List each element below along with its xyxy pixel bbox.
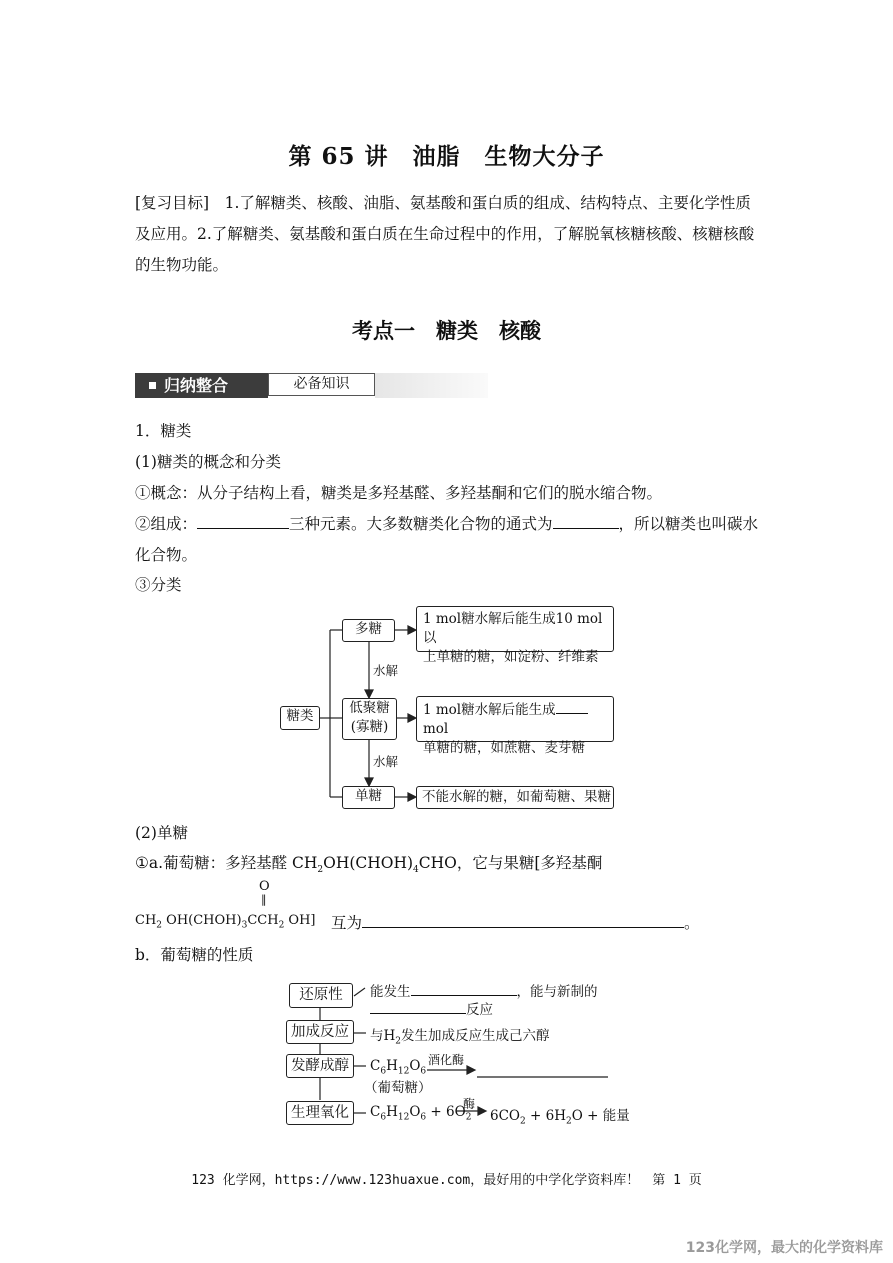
oligo-desc-line: 单糖的糖，如蔗糖、麦芽糖	[423, 740, 585, 756]
oligo-desc-text: 1 mol糖水解后能生成	[423, 702, 556, 718]
node-monosaccharide: 单糖	[342, 786, 395, 809]
classification-label: ③分类	[135, 576, 182, 594]
reduce-line-2	[370, 998, 493, 1018]
heading-sugars: 1．糖类	[135, 422, 192, 440]
bio-oxidation-equation	[370, 1104, 471, 1123]
subscript: 6	[420, 1066, 427, 1077]
glucose-text: ①a.葡萄糖：多羟基醛 CH	[135, 854, 318, 872]
bio-oxidation-products	[490, 1104, 630, 1127]
concept-text: ①概念：从分子结构上看，糖类是多羟基醛、多羟基酮和它们的脱水缩合物。	[135, 484, 663, 502]
objectives-line: 及应用。2.了解糖类、氨基酸和蛋白质在生命过程中的作用，了解脱氧核糖核酸、核糖核酸	[135, 225, 755, 243]
glucose-text: OH(CHOH)	[323, 854, 414, 872]
oligo-label-2: (寡糖)	[350, 719, 389, 735]
addition-text: 与H	[370, 1028, 396, 1044]
composition-label: ②组成：	[135, 515, 198, 533]
addition-desc	[370, 1024, 550, 1047]
addition-text: 发生加成反应生成己六醇	[401, 1028, 550, 1044]
fructose-text: OH(CHOH)	[162, 913, 242, 928]
reduce-text: 能发生	[370, 984, 411, 1000]
objectives-line: 的生物功能。	[135, 256, 229, 274]
subscript: 2	[520, 1116, 526, 1127]
watermark: 123化学网，最大的化学资料库	[685, 1240, 883, 1256]
carbonyl-double-bond: ‖	[261, 893, 267, 906]
formula-text: + 6O	[426, 1104, 466, 1120]
heading-glucose-props: b．葡萄糖的性质	[135, 946, 254, 964]
composition-cont: 化合物。	[135, 546, 198, 564]
subscript: 12	[397, 1112, 410, 1123]
formula-text: 6CO	[490, 1108, 520, 1124]
blank-reaction	[411, 981, 517, 996]
oligo-desc-unit: mol	[423, 721, 449, 737]
formula-text: H	[386, 1104, 398, 1120]
bio-catalyst: 酶	[463, 1097, 476, 1111]
subscript: 2	[317, 865, 324, 876]
formula-text: O	[409, 1058, 421, 1074]
period: 。	[684, 914, 700, 932]
banner-knowledge: 必备知识	[268, 373, 375, 396]
subscript: 2	[395, 1036, 402, 1047]
ferment-catalyst: 酒化酶	[428, 1053, 465, 1067]
formula-text: C	[370, 1104, 381, 1120]
blank-reagent	[370, 999, 466, 1014]
reduce-line-1	[370, 980, 598, 1000]
prop-bio-oxidation: 生理氧化	[286, 1101, 354, 1125]
node-polysaccharide: 多糖	[342, 619, 395, 642]
prop-addition: 加成反应	[286, 1020, 354, 1044]
poly-desc-line: 上单糖的糖，如淀粉、纤维素	[423, 649, 599, 665]
subscript: 6	[380, 1066, 387, 1077]
reduce-text: ，能与新制的	[516, 984, 598, 1000]
composition-text-2: ，所以糖类也叫碳水	[618, 515, 759, 533]
subscript: 2	[278, 920, 285, 931]
banner-left-label: 归纳整合	[164, 376, 229, 395]
oligo-label-1: 低聚糖	[349, 700, 390, 716]
composition-text: 三种元素。大多数糖类化合物的通式为	[289, 515, 553, 533]
glucose-text: CHO，它与果糖[多羟基酮	[418, 854, 603, 872]
fructose-text: CH	[135, 913, 157, 928]
formula-text: + 6H	[525, 1108, 566, 1124]
heading-concept-class: (1)糖类的概念和分类	[135, 453, 281, 471]
formula-text: C	[370, 1058, 381, 1074]
heading-monosaccharide: (2)单糖	[135, 824, 188, 842]
reduce-text: 反应	[466, 1002, 493, 1018]
hydrolysis-label: 水解	[373, 663, 399, 678]
subscript: 6	[380, 1112, 387, 1123]
ferment-glucose-name: （葡萄糖）	[364, 1080, 432, 1096]
subscript: 4	[413, 865, 419, 876]
carbonyl-oxygen: O	[259, 879, 270, 894]
formula-text: H	[386, 1058, 398, 1074]
objectives-line: [复习目标] 1.了解糖类、核酸、油脂、氨基酸和蛋白质的组成、结构特点、主要化学性质	[135, 194, 751, 212]
subscript: 2	[465, 1112, 472, 1123]
poly-desc-line: 1 mol糖水解后能生成10 mol以	[423, 611, 603, 646]
subscript: 6	[420, 1112, 427, 1123]
page-footer: 123 化学网，https://www.123huaxue.com，最好用的中学化学资料库！ 第 1 页	[191, 1173, 702, 1188]
desc-monosaccharide: 不能水解的糖，如葡萄糖、果糖	[416, 786, 614, 809]
subscript: 12	[397, 1066, 410, 1077]
subscript: 2	[566, 1116, 572, 1127]
fructose-text: OH]	[284, 913, 316, 928]
fructose-text: CCH	[247, 913, 279, 928]
subscript: 2	[156, 920, 163, 931]
prop-fermentation: 发酵成醇	[286, 1054, 354, 1078]
hydrolysis-label: 水解	[373, 754, 399, 769]
page-title: 第 65 讲 油脂 生物大分子	[288, 143, 605, 170]
isomer-text: 互为	[331, 914, 363, 932]
formula-text: O	[409, 1104, 421, 1120]
subscript: 3	[241, 920, 248, 931]
section-title: 考点一 糖类 核酸	[352, 318, 541, 343]
formula-text: O + 能量	[571, 1108, 630, 1124]
prop-reducibility: 还原性	[289, 983, 353, 1008]
node-sugars: 糖类	[280, 706, 320, 730]
ferment-formula	[370, 1058, 426, 1077]
